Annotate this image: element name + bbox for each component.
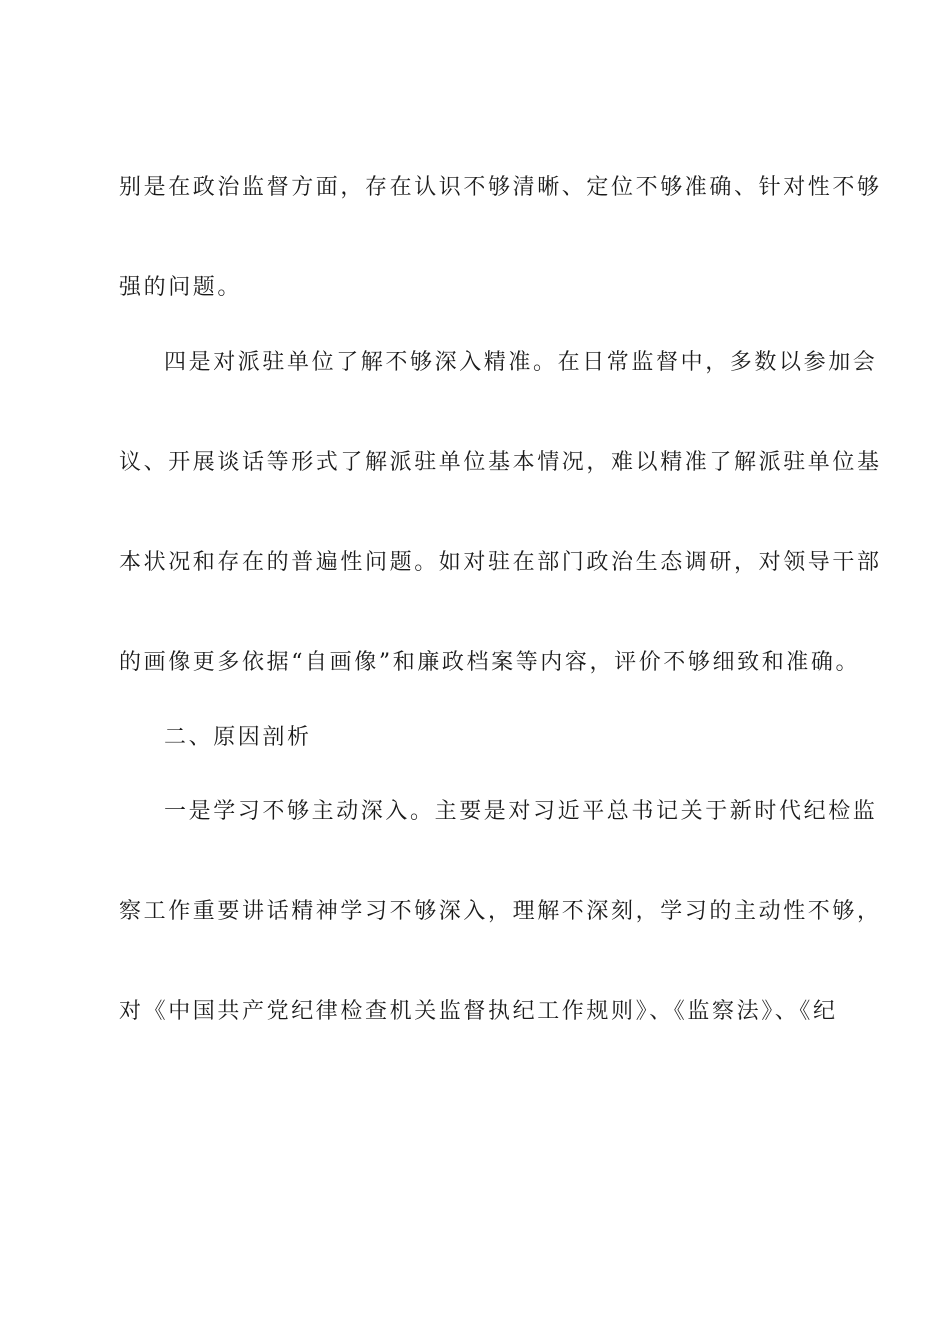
paragraph-line: 察工作重要讲话精神学习不够深入，理解不深刻，学习的主动性不够， [119, 899, 882, 924]
paragraph-line: 议、开展谈话等形式了解派驻单位基本情况，难以精准了解派驻单位基 [119, 450, 882, 475]
paragraph-line: 四是对派驻单位了解不够深入精准。在日常监督中，多数以参加会 [164, 350, 878, 375]
paragraph-line: 的画像更多依据“自画像”和廉政档案等内容，评价不够细致和准确。 [119, 650, 861, 675]
paragraph-line: 本状况和存在的普遍性问题。如对驻在部门政治生态调研，对领导干部 [119, 550, 882, 575]
section-heading: 二、原因剖析 [164, 725, 312, 750]
paragraph-line: 对《中国共产党纪律检查机关监督执纪工作规则》、《监察法》、《纪 [119, 999, 838, 1024]
paragraph-line: 一是学习不够主动深入。主要是对习近平总书记关于新时代纪检监 [164, 799, 878, 824]
paragraph-line: 强的问题。 [119, 275, 243, 300]
paragraph-line: 别是在政治监督方面，存在认识不够清晰、定位不够准确、针对性不够 [119, 175, 882, 200]
